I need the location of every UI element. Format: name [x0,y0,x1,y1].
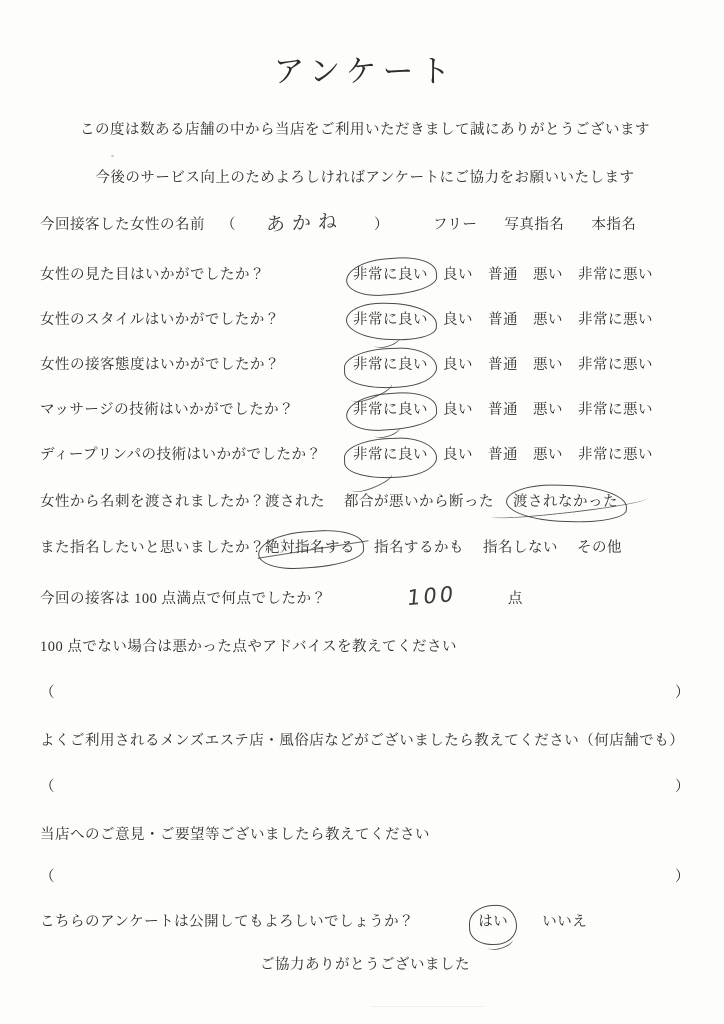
option-very-bad: 非常に悪い [578,357,653,373]
option-very-bad: 非常に悪い [578,267,653,283]
handwritten-score: 100 [405,581,457,611]
rating-options [353,353,653,377]
handwritten-attendant-name: あかね [265,209,345,237]
option-definitely-nominate: 絶対指名する [265,536,355,560]
option-good: 良い [443,267,473,283]
publish-options [478,910,587,934]
option-good: 良い [443,357,473,373]
question-label: ディープリンパの技術はいかがでしたか？ [40,447,322,463]
close-paren: ） [675,685,690,701]
option-very-good: 非常に良い [353,398,428,422]
close-paren: ） [675,869,690,885]
option-very-bad: 非常に悪い [578,402,653,418]
rating-options [353,263,653,287]
option-very-good: 非常に良い [353,263,428,287]
question-row-deep-lymph-skill [40,443,690,467]
option-other: その他 [577,540,622,556]
option-normal: 普通 [488,267,518,283]
option-received: 渡された [265,494,325,510]
scan-artifact-smudge [370,1006,485,1007]
attendant-type-options [433,213,636,237]
answer-blank-other-shops [40,775,690,799]
option-bad: 悪い [533,312,563,328]
rating-options [353,308,653,332]
question-label: よくご利用されるメンズエステ店・風俗店などがございましたら教えてください（何店舗でも） [40,733,685,749]
question-label: マッサージの技術はいかがでしたか？ [40,402,295,418]
option-good: 良い [443,402,473,418]
option-very-bad: 非常に悪い [578,447,653,463]
attendant-name-label: 今回接客した女性の名前 [40,217,205,233]
intro-line-1: この度は数ある店舗の中から当店をご利用いただきまして誠にありがとうございます [80,122,650,138]
question-label: 100 点でない場合は悪かった点やアドバイスを教えてください [40,639,457,655]
question-row-score [40,581,690,611]
option-free: フリー [433,217,478,233]
attendant-name-row [40,211,690,237]
close-paren: ） [675,779,690,795]
option-normal: 普通 [488,447,518,463]
option-no: いいえ [542,914,588,930]
rating-options [353,398,653,422]
question-row-repeat-nomination [40,536,690,560]
option-bad: 悪い [533,402,563,418]
question-row-massage-skill [40,398,690,422]
option-bad: 悪い [533,447,563,463]
question-label: また指名したいと思いましたか？ [40,540,265,556]
option-regular-nomination: 本指名 [591,217,637,233]
open-paren: （ [221,217,236,233]
option-normal: 普通 [488,312,518,328]
option-no-nominate: 指名しない [483,540,558,556]
option-normal: 普通 [488,357,518,373]
question-label: 女性から名刺を渡されましたか？ [40,494,265,510]
option-good: 良い [443,447,473,463]
question-label: 女性の接客態度はいかがでしたか？ [40,357,280,373]
intro-line-2: 今後のサービス向上のためよろしければアンケートにご協力をお願いいたします [95,170,635,186]
answer-blank-feedback [40,865,690,889]
question-row-business-card [40,490,690,514]
rating-options [353,443,653,467]
question-label: 今回の接客は 100 点満点で何点でしたか？ [40,591,327,607]
option-very-good: 非常に良い [353,443,428,467]
option-good: 良い [443,312,473,328]
question-row-publish [40,910,690,934]
score-unit-label: 点 [507,591,523,607]
option-not-received: 渡されなかった [513,490,618,514]
open-paren: （ [40,779,55,795]
option-yes: はい [478,910,508,934]
open-paren: （ [40,869,55,885]
option-very-bad: 非常に悪い [578,312,653,328]
question-label: 当店へのご意見・ご要望等ございましたら教えてください [40,827,430,843]
option-very-good: 非常に良い [353,353,428,377]
option-bad: 悪い [533,267,563,283]
repeat-options [265,536,622,560]
close-paren: ） [374,217,389,233]
question-label: 女性のスタイルはいかがでしたか？ [40,312,280,328]
option-photo-nomination: 写真指名 [504,217,565,233]
option-declined: 都合が悪いから断った [344,494,494,510]
option-bad: 悪い [533,357,563,373]
question-label: こちらのアンケートは公開してもよろしいでしょうか？ [40,914,415,930]
question-row-advice [40,635,690,659]
question-row-looks [40,263,690,287]
card-options [265,490,618,514]
form-title: アンケート [273,54,457,89]
option-very-good: 非常に良い [353,308,428,332]
option-normal: 普通 [488,402,518,418]
answer-blank-advice [40,681,690,705]
option-maybe-nominate: 指名するかも [374,540,464,556]
question-row-style [40,308,690,332]
closing-message: ご協力ありがとうございました [260,957,470,973]
question-row-feedback [40,823,690,847]
attendant-name-field [236,211,374,237]
question-row-service-attitude [40,353,690,377]
scan-artifact-dot [111,154,115,157]
question-row-other-shops [40,729,690,753]
open-paren: （ [40,685,55,701]
question-label: 女性の見た目はいかがでしたか？ [40,267,265,283]
